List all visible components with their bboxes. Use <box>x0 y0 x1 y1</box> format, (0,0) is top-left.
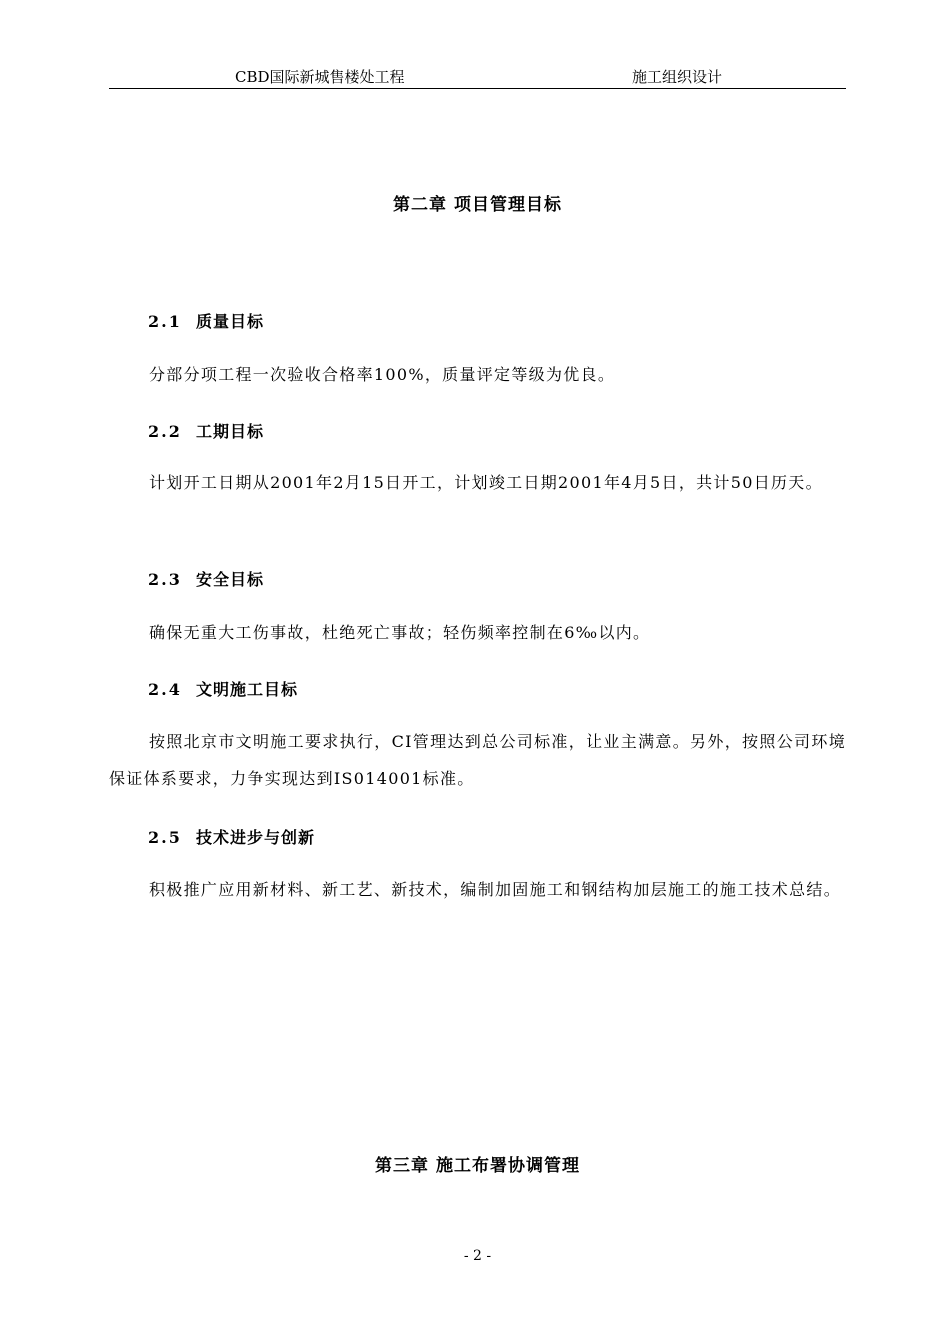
section-body-2-3: 确保无重大工伤事故，杜绝死亡事故；轻伤频率控制在6‰以内。 <box>149 623 651 642</box>
section-number: 2.4 <box>148 680 182 699</box>
header-document-type: 施工组织设计 <box>632 68 723 86</box>
section-heading-2-2 <box>148 419 264 442</box>
section-body-2-5: 积极推广应用新材料、新工艺、新技术，编制加固施工和钢结构加层施工的施工技术总结。 <box>149 880 842 899</box>
section-title: 技术进步与创新 <box>196 828 316 847</box>
section-number: 2.1 <box>148 312 182 331</box>
section-title: 安全目标 <box>196 570 265 589</box>
section-body-2-1: 分部分项工程一次验收合格率100%，质量评定等级为优良。 <box>149 365 616 384</box>
section-number: 2.5 <box>148 828 182 847</box>
section-heading-2-1 <box>148 309 264 332</box>
section-number: 2.3 <box>148 570 182 589</box>
section-number: 2.2 <box>148 422 182 441</box>
section-title: 工期目标 <box>196 422 265 441</box>
page-header <box>109 64 846 89</box>
header-project-name: CBD国际新城售楼处工程 <box>235 68 405 86</box>
section-heading-2-4 <box>148 677 298 700</box>
section-body-2-2: 计划开工日期从2001年2月15日开工，计划竣工日期2001年4月5日，共计50日历天。 <box>149 473 823 492</box>
section-heading-2-3 <box>148 567 264 590</box>
section-title: 质量目标 <box>196 312 265 331</box>
page-number: - 2 - <box>463 1248 492 1264</box>
section-body-2-4: 按照北京市文明施工要求执行，CI管理达到总公司标准，让业主满意。另外，按照公司环境保证体系要求，力争实现达到IS014001标准。 <box>109 732 846 788</box>
chapter-3-title: 第三章 施工布署协调管理 <box>375 1156 580 1176</box>
chapter-2-title: 第二章 项目管理目标 <box>393 195 562 215</box>
section-heading-2-5 <box>148 825 315 848</box>
section-title: 文明施工目标 <box>196 680 299 699</box>
